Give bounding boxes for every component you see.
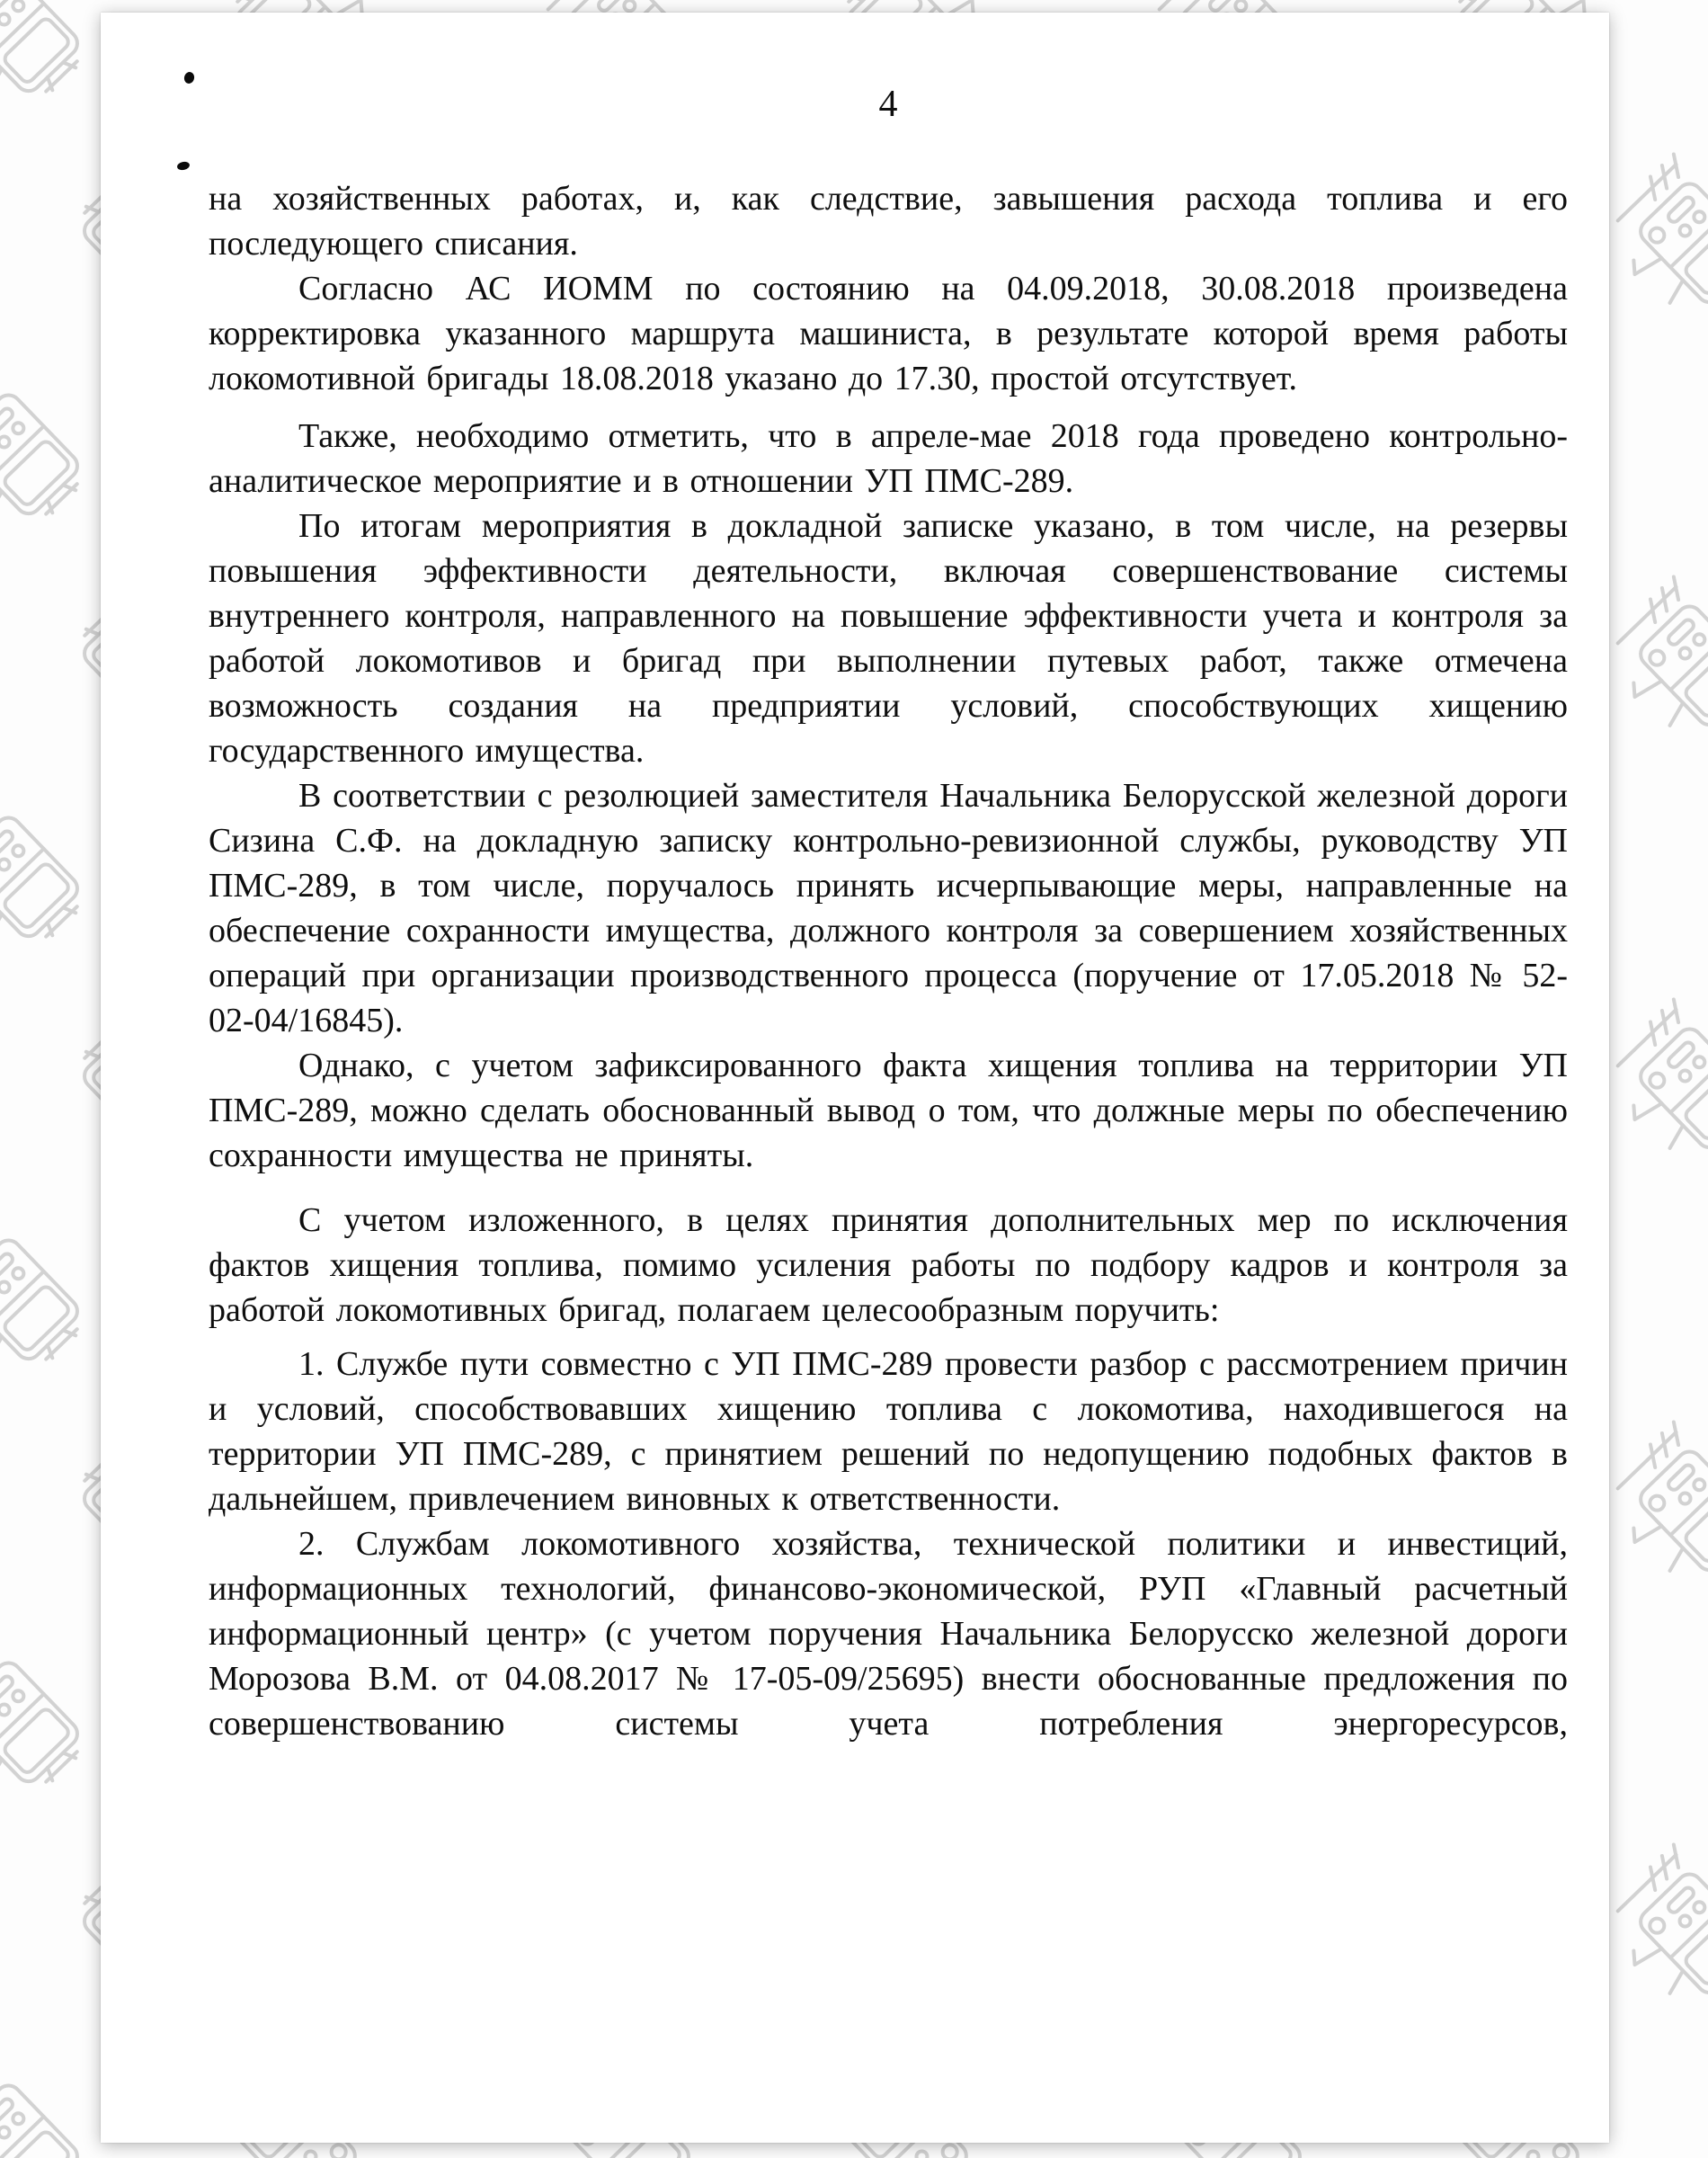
paragraph: 2. Службам локомотивного хозяйства, технической политики и инвестиций, информационных технологий, финансово-экономической, РУП «Главный расчетный информационный центр» (с учетом поручения Начальника Белорусско железной дороги Морозова В.М. от 04.08.2017 № 17-05-09/25695) внести обоснованные предложения по совершенствованию системы учета потребления энергоресурсов,	[209, 1525, 1568, 1743]
scan-artifact-dot	[176, 161, 191, 172]
document-page	[101, 13, 1609, 2143]
train-icon	[0, 2055, 95, 2158]
paragraph: на хозяйственных работах, и, как следствие, завышения расхода топлива и его последующего списания.	[209, 180, 1568, 263]
paragraph: Также, необходимо отметить, что в апреле-мае 2018 года проведено контрольно-аналитическое мероприятие и в отношении УП ПМС-289.	[209, 417, 1568, 500]
paragraphs	[209, 176, 1568, 1746]
train-icon	[1594, 1844, 1708, 2028]
train-icon	[1594, 154, 1708, 337]
train-icon	[0, 0, 95, 127]
scan-artifact-dot	[183, 71, 196, 85]
train-icon	[1594, 576, 1708, 760]
train-icon	[1594, 999, 1708, 1182]
paragraph: 1. Службе пути совместно с УП ПМС-289 провести разбор с рассмотрением причин и условий, способствовавших хищению топлива с локомотива, находившегося на территории УП ПМС-289, с принятием решений по недопущению подобных фактов в дальнейшем, привлечением виновных к ответственности.	[209, 1345, 1568, 1518]
paragraph: По итогам мероприятия в докладной записке указано, в том числе, на резервы повышения эффективности деятельности, включая совершенствование системы внутреннего контроля, направленного на повышение эффективности учета и контроля за работой локомотивов и бригад при выполнении путевых работ, также отмечена возможность создания на предприятии условий, способствующих хищению государственного имущества.	[209, 507, 1568, 770]
train-icon	[0, 788, 95, 971]
page-number: 4	[878, 84, 898, 125]
train-icon	[1594, 1422, 1708, 1605]
paragraph: В соответствии с резолюцией заместителя Начальника Белорусской железной дороги Сизина С.Ф. на докладную записку контрольно-ревизионной службы, руководству УП ПМС-289, в том числе, поручалось принять исчерпывающие меры, направленные на обеспечение сохранности имущества, должного контроля за совершением хозяйственных операций при организации производственного процесса (поручение от 17.05.2018 № 52-02-04/16845).	[209, 777, 1568, 1039]
train-icon	[0, 1210, 95, 1394]
paragraph: С учетом изложенного, в целях принятия дополнительных мер по исключения фактов хищения топлива, помимо усиления работы по подбору кадров и контроля за работой локомотивных бригад, полагаем целесообразным поручить:	[209, 1201, 1568, 1329]
paragraph: Согласно АС ИОММ по состоянию на 04.09.2018, 30.08.2018 произведена корректировка указанного маршрута машиниста, в результате которой время работы локомотивной бригады 18.08.2018 указано до 17.30, простой отсутствует.	[209, 270, 1568, 397]
train-icon	[0, 1633, 95, 1816]
document-content	[209, 85, 1568, 1746]
paragraph: Однако, с учетом зафиксированного факта хищения топлива на территории УП ПМС-289, можно сделать обоснованный вывод о том, что должные меры по обеспечению сохранности имущества не приняты.	[209, 1047, 1568, 1174]
train-icon	[0, 365, 95, 548]
